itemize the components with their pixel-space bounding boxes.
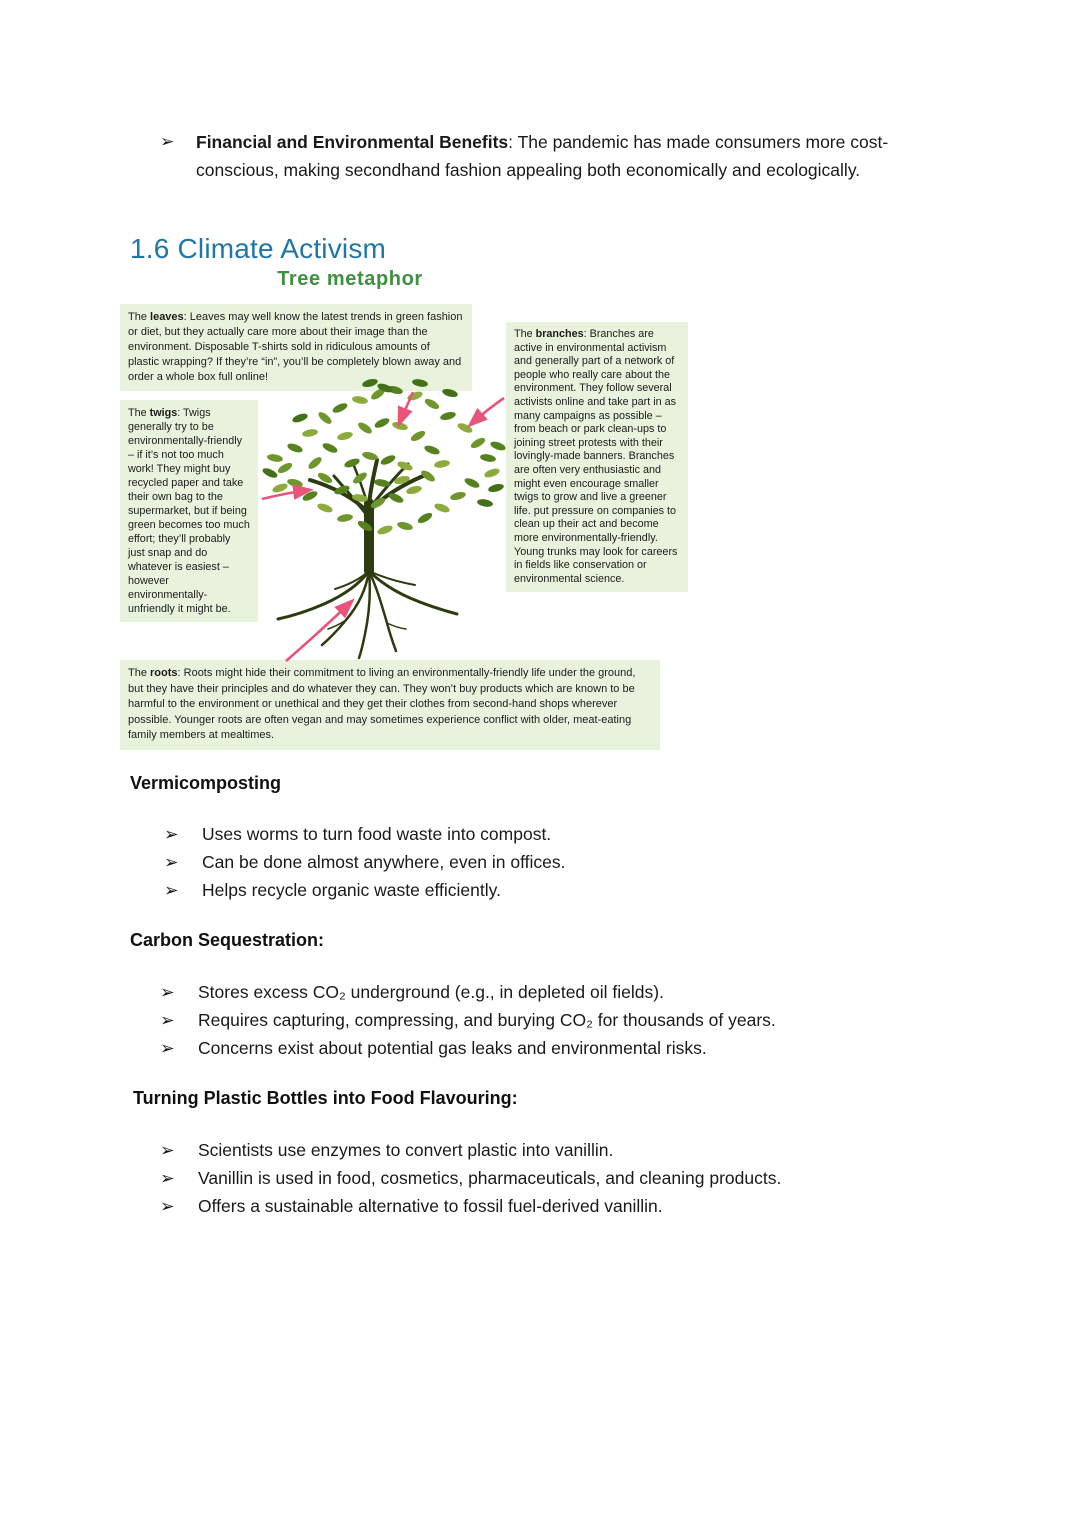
leaves-arrow <box>399 392 413 424</box>
roots-arrow <box>286 601 352 661</box>
branches-arrow <box>470 398 504 425</box>
tree-metaphor-figure <box>120 268 700 760</box>
bullet-text: Financial and Environmental Benefits: The pandemic has made consumers more cost-conscious, making secondhand fashion appealing both economically and ecologically. <box>196 132 889 180</box>
arrow-annotations <box>262 392 504 661</box>
list-item: ➢ Scientists use enzymes to convert plastic into vanillin. <box>160 1136 781 1164</box>
list-item: ➢ Requires capturing, compressing, and burying CO₂ for thousands of years. <box>160 1006 776 1034</box>
subsection-heading-vermicomposting: Vermicomposting <box>130 773 282 793</box>
figure-title: Tree metaphor <box>277 268 423 290</box>
subsection-heading-carbon-sequestration: Carbon Sequestration: <box>130 930 325 950</box>
bullet-list <box>160 978 776 1062</box>
tree-trunk <box>310 460 428 571</box>
arrow-bullet-icon: ➢ <box>160 132 175 151</box>
list-item: ➢ Helps recycle organic waste efficiently. <box>164 876 566 904</box>
arrow-bullet-icon: ➢ <box>160 1010 175 1030</box>
arrow-bullet-icon: ➢ <box>160 1168 175 1188</box>
arrow-bullet-icon: ➢ <box>164 824 179 844</box>
list-item: ➢ Vanillin is used in food, cosmetics, pharmaceuticals, and cleaning products. <box>160 1164 781 1192</box>
twigs-textbox: The twigs: Twigs generally try to be environmentally-friendly – if it’s not too much work! They might buy recycled paper and take their own bag to the supermarket, but if being green becomes too much effort; they’ll probably just snap and do whatever is easiest – however environmentally-unfriendly it might be. <box>120 400 258 622</box>
arrow-bullet-icon: ➢ <box>160 1140 175 1160</box>
leaves-textbox: The leaves: Leaves may well know the latest trends in green fashion or diet, but they actually care more about their image than the environment. Disposable T-shirts sold in ridiculous amounts of plastic wrapping? If they’re “in”, you’ll be completely blown away and order a whole box full online! <box>120 304 472 391</box>
list-item: ➢ Stores excess CO₂ underground (e.g., in depleted oil fields). <box>160 978 776 1006</box>
list-item <box>160 128 930 184</box>
arrow-bullet-icon: ➢ <box>160 1038 175 1058</box>
tree-roots <box>278 571 457 658</box>
arrow-bullet-icon: ➢ <box>164 852 179 872</box>
list-item: ➢ Offers a sustainable alternative to fossil fuel-derived vanillin. <box>160 1192 781 1220</box>
arrow-bullet-icon: ➢ <box>160 1196 175 1216</box>
tree-canopy <box>261 377 507 536</box>
subsection-heading-plastic-bottles: Turning Plastic Bottles into Food Flavouring: <box>133 1088 518 1108</box>
arrow-bullet-icon: ➢ <box>164 880 179 900</box>
twigs-arrow <box>262 490 310 499</box>
bullet-list <box>160 1136 781 1220</box>
list-item: ➢ Can be done almost anywhere, even in offices. <box>164 848 566 876</box>
section-heading: 1.6 Climate Activism <box>130 233 387 264</box>
list-item: ➢ Concerns exist about potential gas leaks and environmental risks. <box>160 1034 776 1062</box>
branches-textbox: The branches: Branches are active in environmental activism and generally part of a network of people who really care about the environment. They follow several activists online and take part in as many campaigns as possible – from beach or park clean-ups to joining street protests with their lovingly-made banners. Branches are often very enthusiastic and might even encourage smaller twigs to grow and live a greener life. put pressure on companies to clean up their act and become more environmentally-friendly. Young trunks may look for careers in fields like conservation or environmental science. <box>506 322 688 592</box>
bullet-list <box>164 820 566 904</box>
arrow-bullet-icon: ➢ <box>160 982 175 1002</box>
list-item: ➢ Uses worms to turn food waste into compost. <box>164 820 566 848</box>
roots-textbox: The roots: Roots might hide their commitment to living an environmentally-friendly life under the ground, but they have their principles and do whatever they can. They won’t buy products which are known to be harmful to the environment or unethical and they get their clothes from second-hand shops wherever possible. Younger roots are often vegan and may sometimes experience conflict with older, meat-eating family members at mealtimes. <box>120 660 660 750</box>
